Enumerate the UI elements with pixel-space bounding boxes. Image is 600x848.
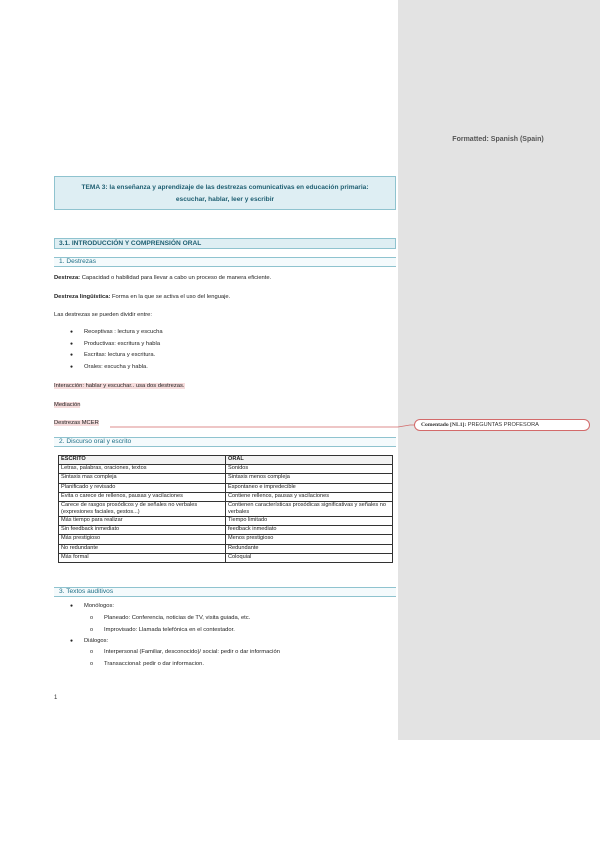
table-cell: Evita o carece de rellenos, pausas y vacilaciones <box>59 492 226 501</box>
comment-text: PREGUNTAS PROFESORA <box>466 422 539 428</box>
table-cell: Espontaneo e impredecible <box>226 483 393 492</box>
table-cell: Sonidos <box>226 465 393 474</box>
list-item: ● Receptivas : lectura y escucha <box>70 329 163 341</box>
table-cell: Contienen características prosódicas significativas y señales no verbales <box>226 501 393 516</box>
document-title <box>54 176 396 210</box>
table-cell: Menos prestigioso <box>226 535 393 544</box>
subheading-discurso: 2. Discurso oral y escrito <box>54 437 396 447</box>
subheading-textos-auditivos: 3. Textos auditivos <box>54 587 396 597</box>
dialogos-sublist <box>90 649 280 672</box>
note-interaccion <box>54 383 185 389</box>
note-mediacion <box>54 402 80 408</box>
table-row <box>59 516 393 525</box>
textos-list-2 <box>70 638 108 650</box>
list-item: ● Orales: escucha y habla. <box>70 364 163 376</box>
table-cell: Coloquial <box>226 553 393 562</box>
table-cell: Más formal <box>59 553 226 562</box>
list-item: o Transaccional: pedir o dar informacion. <box>90 661 280 673</box>
list-item: ● Productivas: escritura y habla <box>70 341 163 353</box>
table-cell: Planificado y revisado <box>59 483 226 492</box>
list-item: o Planeado: Conferencia, noticias de TV, visita guiada, etc. <box>90 615 250 627</box>
title-line-2: escuchar, hablar, leer y escribir <box>175 196 275 203</box>
title-line-1: TEMA 3: la enseñanza y aprendizaje de las destrezas comunicativas en educación primaria: <box>81 184 369 191</box>
table-header-cell: ORAL <box>226 456 393 465</box>
list-item-monologos: ● Monólogos: <box>70 603 114 615</box>
table-cell: Carece de rasgos prosódicos y de señales no verbales (expresiones faciales, gestos...) <box>59 501 226 516</box>
table-cell: Sin feedback inmediato <box>59 526 226 535</box>
definition-destreza <box>54 275 271 281</box>
subheading-destrezas: 1. Destrezas <box>54 257 396 267</box>
table-row <box>59 492 393 501</box>
table-row <box>59 526 393 535</box>
list-item-dialogos: ● Diálogos: <box>70 638 108 650</box>
table-cell: Contiene rellenos, pausas y vacilaciones <box>226 492 393 501</box>
table-cell: Sintaxis mas compleja <box>59 474 226 483</box>
definition-term: Destreza: <box>54 275 81 281</box>
highlighted-text: Mediación <box>54 402 81 408</box>
table-row <box>59 553 393 562</box>
section-heading-intro: 3.1. INTRODUCCIÓN Y COMPRENSIÓN ORAL <box>54 238 396 249</box>
highlighted-text: Interacción: hablar y escuchar.. usa dos destrezas. <box>54 383 185 389</box>
table-row <box>59 465 393 474</box>
list-intro: Las destrezas se pueden dividir entre: <box>54 312 152 318</box>
monologos-sublist <box>90 615 250 638</box>
table-row <box>59 474 393 483</box>
table-cell: Letras, palabras, oraciones, textos <box>59 465 226 474</box>
definition-destreza-linguistica <box>54 294 230 300</box>
comment-margin-pane <box>398 0 600 740</box>
margin-format-label: Formatted: Spanish (Spain) <box>452 136 544 143</box>
table-cell: Tiempo limitado <box>226 516 393 525</box>
table-row <box>59 544 393 553</box>
note-destrezas-mcer <box>54 420 99 426</box>
comparison-table <box>58 455 393 563</box>
table-row <box>59 501 393 516</box>
table-cell: feedback inmediato <box>226 526 393 535</box>
list-item: ● Escritas: lectura y escritura. <box>70 352 163 364</box>
destrezas-list <box>70 329 163 375</box>
table-cell: No redundante <box>59 544 226 553</box>
highlighted-text: Destrezas MCER <box>54 420 99 426</box>
table-row <box>59 483 393 492</box>
table-cell: Redundante <box>226 544 393 553</box>
table-cell: Más prestigioso <box>59 535 226 544</box>
comment-balloon[interactable] <box>414 419 590 431</box>
table-cell: Sintaxis menos compleja <box>226 474 393 483</box>
table-header-row <box>59 456 393 465</box>
comment-author: Comentado [NL1]: <box>421 422 467 428</box>
table-header-cell: ESCRITO <box>59 456 226 465</box>
page-number: 1 <box>54 695 58 701</box>
definition-text: Capacidad o habilidad para llevar a cabo un proceso de manera eficiente. <box>80 275 272 281</box>
definition-text: Forma en la que se activa el uso del lenguaje. <box>110 294 231 300</box>
list-item: o Interpersonal (Familiar, desconocido)/ social: pedir o dar información <box>90 649 280 661</box>
table-row <box>59 535 393 544</box>
table-cell: Más tiempo para realizar <box>59 516 226 525</box>
textos-list <box>70 603 114 615</box>
definition-term: Destreza lingüística: <box>54 294 111 300</box>
list-item: o Improvisado: Llamada telefónica en el contestador. <box>90 627 250 639</box>
